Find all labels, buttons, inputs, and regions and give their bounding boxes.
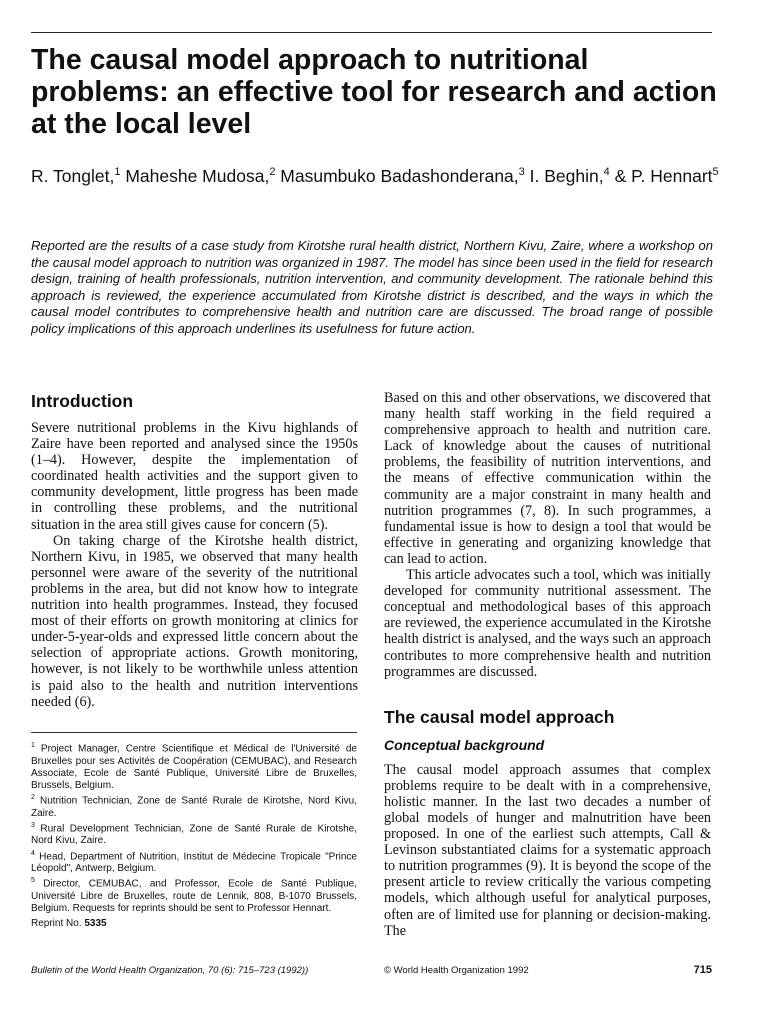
author-name: Maheshe Mudosa, xyxy=(120,165,270,186)
footnote-text: Nutrition Technician, Zone de Santé Rurale de Kirotshe, Nord Kivu, Zaire. xyxy=(31,795,357,819)
author-affiliation-mark: 5 xyxy=(712,166,719,178)
author-affiliation-mark: 4 xyxy=(603,166,610,178)
author-affiliation-mark: 2 xyxy=(269,166,276,178)
author-name: & P. Hennart xyxy=(609,165,713,186)
footnote xyxy=(31,848,357,876)
paragraph: On taking charge of the Kirotshe health district, Northern Kivu, in 1985, we observed that many health personnel were aware of the severity of the nutritional problems in the area, but did not know how to integrate nutrition into health programmes. Instead, they focused most of their efforts on growth monitoring at clinics for under-5-year-olds and expressed little concern about the selection of appropriate actions. Growth monitoring, however, is not likely to be worthwhile unless attention is paid also to the health and nutrition interventions needed (6). xyxy=(31,532,358,710)
footnote-text: Project Manager, Centre Scientifique et Médical de l'Université de Bruxelles pour ses Activités de Coopération (CEMUBAC), and Research Associate, Ecole de Santé Publique, Université Libre de Bruxelles, Brussels, Belgium. xyxy=(31,743,357,791)
section-heading-introduction: Introduction xyxy=(31,391,134,411)
footnote xyxy=(31,792,357,820)
paragraph: This article advocates such a tool, which was initially developed for community nutritional assessment. The conceptual and methodological bases of this approach are reviewed, the experience accumulated in the Kirotshe health district is analysed, and the ways such an approach contributes to more comprehensive health and nutrition programmes are discussed. xyxy=(384,567,711,680)
right-column xyxy=(384,390,711,939)
paragraph: Based on this and other observations, we discovered that many health staff working in the field required a comprehensive approach to health and nutrition care. Lack of knowledge about the causes of nutritional problems, the feasibility of nutrition interventions, and the means of effective communication within the community are a major constraint in many health and nutrition programmes (7, 8). In such programmes, a fundamental issue is how to design a tool that would be effective in generating and organizing knowledge that can lead to action. xyxy=(384,390,711,567)
author-list xyxy=(31,162,731,187)
footnote-number: 2 xyxy=(31,794,35,802)
article-title: The causal model approach to nutritional problems: an effective tool for research and action at the local level xyxy=(31,44,717,140)
footnote-text: Director, CEMUBAC, and Professor, Ecole de Santé Publique, Université Libre de Bruxelles, route de Lennik, 808, B-1070 Brussels, Belgium. Requests for reprints should be sent to Professor Hennart. xyxy=(31,878,357,915)
footnote-number: 5 xyxy=(31,877,35,885)
footnote-number: 4 xyxy=(31,849,35,857)
author-affiliation-mark: 3 xyxy=(518,166,525,178)
author-affiliation-mark: 1 xyxy=(114,166,121,178)
top-rule xyxy=(31,32,712,33)
footnote-number: 1 xyxy=(31,742,35,749)
abstract: Reported are the results of a case study from Kirotshe rural health district, Northern Kivu, Zaire, where a workshop on the causal model approach to nutrition was organized in 1987. The model has since been used in the field for research design, training of health professionals, nutrition intervention, and community development. The rationale behind this approach is reviewed, the experience accumulated from Kirotshe district is described, and the ways in which the causal model contributes to comprehensive health and nutrition care are discussed. The broad range of possible policy implications of this approach underlines its usefulness for future action. xyxy=(31,238,713,336)
footnote-rule xyxy=(31,732,357,733)
footnote xyxy=(31,820,357,848)
footnote-text: Rural Development Technician, Zone de Santé Rurale de Kirotshe, Nord Kivu, Zaire. xyxy=(31,823,357,847)
journal-citation: Bulletin of the World Health Organization, 70 (6): 715–723 (1992)) xyxy=(31,965,309,976)
author-name: Masumbuko Badashonderana, xyxy=(275,165,519,186)
subsection-heading-conceptual-background: Conceptual background xyxy=(384,736,545,753)
footnote xyxy=(31,740,357,792)
copyright-notice: © World Health Organization 1992 xyxy=(384,965,529,976)
reprint-number xyxy=(31,918,357,930)
footnotes xyxy=(31,740,357,930)
reprint-value: 5335 xyxy=(84,918,107,930)
page-number: 715 xyxy=(693,964,712,976)
paragraph: Severe nutritional problems in the Kivu highlands of Zaire have been reported and analysed since the 1950s (1–4). However, despite the implementation of coordinated health activities and the support given to community development, little progress has been made in controlling these problems, and the nutritional situation in the area still gives cause for concern (5). xyxy=(31,420,358,533)
left-column xyxy=(31,390,358,710)
author-name: I. Beghin, xyxy=(524,165,604,186)
footnote-text: Head, Department of Nutrition, Institut de Médecine Tropicale "Prince Léopold", Antwerp, Belgium. xyxy=(31,850,357,875)
author-name: R. Tonglet, xyxy=(31,165,115,186)
paragraph: The causal model approach assumes that complex problems require to be dealt with in a comprehensive, holistic manner. In the last two decades a number of global models of hunger and malnutrition have been proposed. In one of the earliest such attempts, Call & Levinson substantiated claims for a systematic approach to nutrition programmes (9). It is beyond the scope of the present article to review critically the various competing models, which although useful for analytical purposes, often are of limited use for planning or decision-making. The xyxy=(384,761,711,939)
reprint-label: Reprint No. xyxy=(31,918,85,930)
section-heading-causal-model: The causal model approach xyxy=(384,706,615,727)
footnote xyxy=(31,875,357,915)
footnote-number: 3 xyxy=(31,821,35,829)
